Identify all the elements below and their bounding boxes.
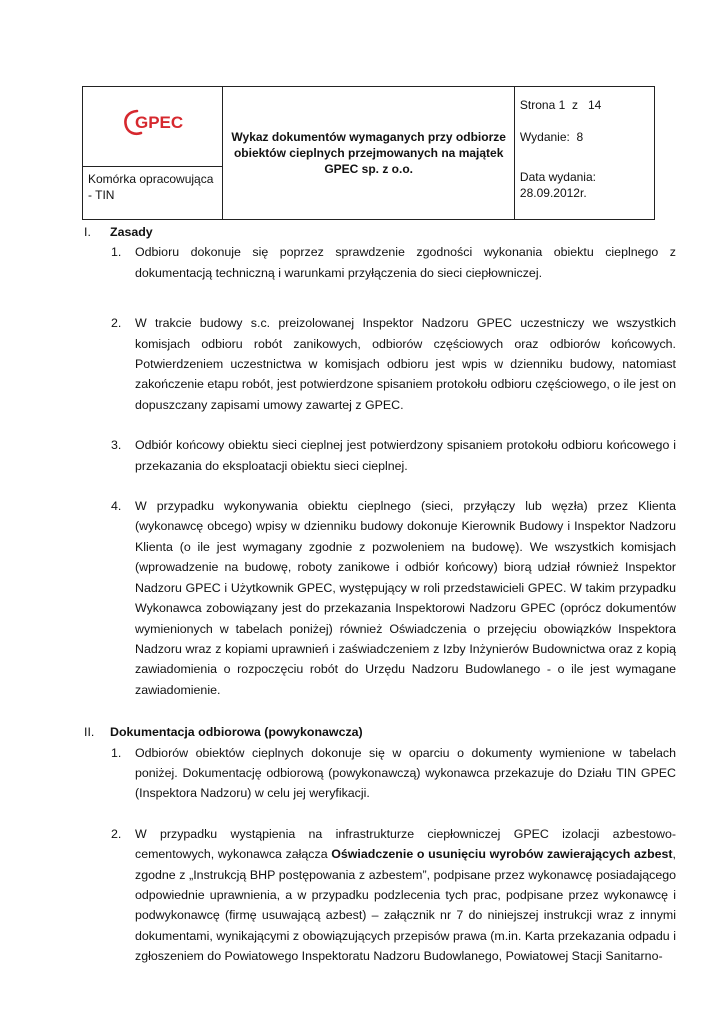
item-number: 1.: [111, 245, 122, 260]
date-label: Data wydania:: [519, 170, 596, 184]
item-number: 2.: [111, 316, 122, 331]
item-number: 1.: [111, 745, 122, 760]
list-item: [84, 824, 676, 967]
document-title: Wykaz dokumentów wymaganych przy odbiorze obiektów cieplnych przejmowanych na majątek GPEC sp. z o.o.: [223, 87, 514, 220]
item-text: W przypadku wykonywania obiektu cieplnego (sieci, przyłączy lub węzła) przez Klienta (wykonawcę obcego) wpisy w dzienniku budowy dokonuje Kierownik Budowy i Inspektor Nadzoru Klienta (o ile jest wymagany zgodnie z pozwoleniem na budowę). We wszystkich komisjach (wprowadzenie na budowę, roboty zanikowe i odbiór końcowy) biorą udział również Inspektor Nadzoru GPEC i Użytkownik GPEC, występujący w roli przedstawicieli GPEC. W takim przypadku Wykonawca zobowiązany jest do przekazania Inspektorowi Nadzoru GPEC (oprócz dokumentów wymienionych w tabelach poniżej) również Oświadczenia o przejęciu obowiązków Inspektora Nadzoru wraz z kopiami uprawnień i zaświadczeniem z Izby Inżynierów Budownictwa oraz z kopią zawiadomienia o rozpoczęciu robót do Urzędu Nadzoru Budowlanego - o ile jest wymagane zawiadomienie.: [135, 499, 676, 697]
list-item: [84, 242, 676, 283]
document-meta: [514, 87, 654, 220]
svg-text:GPEC: GPEC: [135, 113, 184, 132]
item-number: 3.: [111, 438, 122, 453]
item-text: Odbiór końcowy obiektu sieci cieplnej jest potwierdzony spisaniem protokołu odbioru końcowego i przekazania do eksploatacji obiektu sieci cieplnej.: [135, 438, 676, 473]
document-body: [84, 222, 676, 967]
date-value: 28.09.2012r.: [519, 186, 587, 200]
document-header-table: [82, 86, 655, 220]
item-text: Odbioru dokonuje się poprzez sprawdzenie zgodności wykonania obiektu cieplnego z dokumentacją techniczną i warunkami przyłączenia do sieci ciepłowniczej.: [135, 245, 676, 280]
logo-cell: [83, 87, 223, 167]
item-text-bold: Oświadczenie o usunięciu wyrobów zawierających azbest: [331, 847, 673, 862]
section-heading: [84, 222, 676, 242]
item-text-part: , zgodne z „Instrukcją BHP postępowania z azbestem”, podpisane przez wykonawcę posiadającego odpowiednie uprawnienia, a w przypadku podzlecenia tych prac, podpisane przez wykonawcę i podwykonawcę (firmę usuwającą azbest) – załącznik nr 7 do niniejszej instrukcji wraz z innymi dokumentami, wynikającymi z obowiązujących przepisów prawa (m.in. Karta przekazania odpadu i zgłoszeniem do Powiatowego Inspektoratu Nadzoru Budowlanego, Powiatowej Stacji Sanitarno-: [135, 847, 676, 964]
section-number: I.: [84, 225, 91, 239]
section-heading: [84, 722, 676, 742]
page-info: Strona 1 z 14: [519, 98, 602, 112]
section-title: Zasady: [110, 225, 153, 239]
department: Komórka opracowująca - TIN: [83, 167, 223, 220]
list-item: [84, 743, 676, 804]
list-item: [84, 313, 676, 415]
list-item: [84, 435, 676, 476]
item-number: 4.: [111, 499, 122, 514]
gpec-logo-icon: [123, 107, 191, 137]
item-text: Odbiorów obiektów cieplnych dokonuje się w oparciu o dokumenty wymienione w tabelach poniżej. Dokumentację odbiorową (powykonawczą) wykonawca przekazuje do Działu TIN GPEC (Inspektora Nadzoru) w celu jej weryfikacji.: [135, 745, 676, 801]
item-text: W trakcie budowy s.c. preizolowanej Inspektor Nadzoru GPEC uczestniczy we wszystkich komisjach odbioru robót zanikowych, odbiorów częściowych oraz odbiorów końcowych. Potwierdzeniem uczestnictwa w komisjach odbioru jest wpis w dzienniku budowy, natomiast zakończenie etapu robót, jest potwierdzone spisaniem protokołu odbioru częściowego, o ile jest on dopuszczany zapisami umowy zawartej z GPEC.: [135, 316, 676, 412]
item-number: 2.: [111, 826, 122, 841]
item-text-part: W przypadku wystąpienia na infrastrukturze ciepłowniczej GPEC izolacji azbestowo-cementowych, wykonawca załącza: [135, 826, 676, 862]
section-title: Dokumentacja odbiorowa (powykonawcza): [110, 725, 363, 740]
gpec-logo: [123, 107, 191, 140]
section-number: II.: [84, 725, 95, 740]
edition: Wydanie: 8: [519, 130, 584, 144]
list-item: [84, 496, 676, 700]
